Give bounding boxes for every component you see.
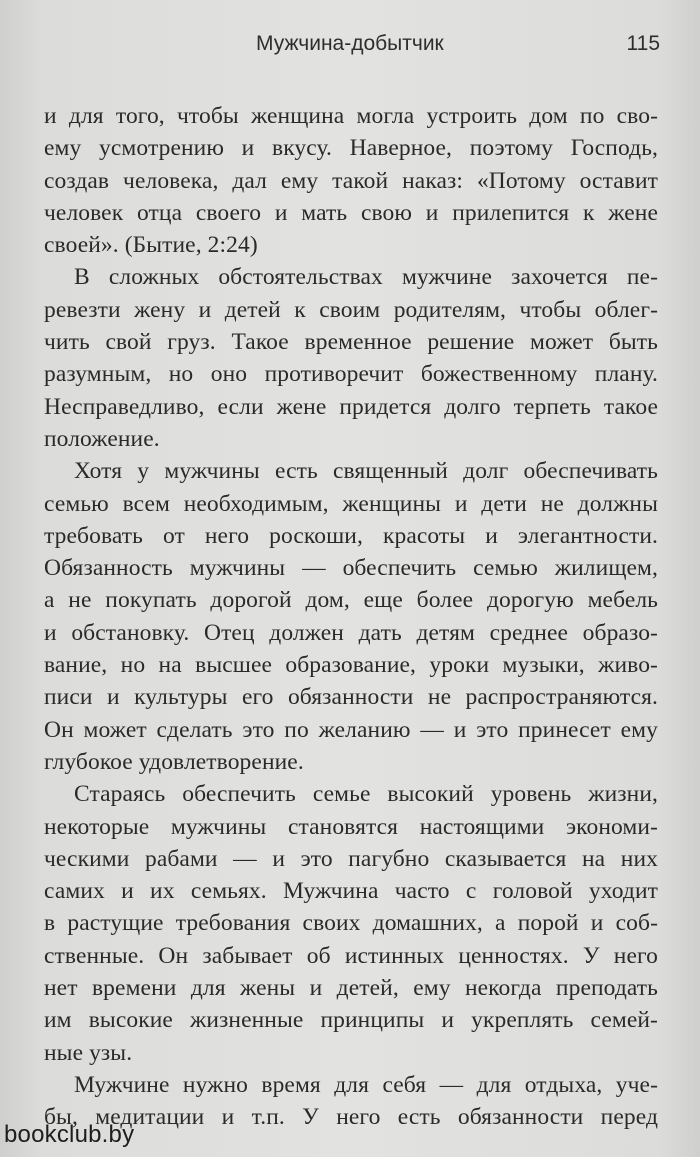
text-line: ственные. Он забывает об истинных ценностях. У него [44, 942, 658, 969]
watermark: bookclub.by [4, 1121, 135, 1148]
text-line: чить свой груз. Такое временное решение может быть [44, 329, 658, 356]
text-line: Обязанность мужчины — обеспечить семью жилищем, [44, 555, 658, 582]
text-line: ческими рабами — и это пагубно сказывается на них [44, 845, 658, 872]
page-number: 115 [626, 32, 660, 55]
text-line: самих и их семьях. Мужчина часто с головой уходит [44, 878, 658, 905]
text-line: Хотя у мужчины есть священный долг обеспечивать [74, 458, 658, 485]
text-line: ему усмотрению и вкусу. Наверное, поэтому Господь, [44, 135, 658, 162]
text-line: бы, медитации и т.п. У него есть обязанности перед [44, 1104, 658, 1131]
text-line: Несправедливо, если жене придется долго терпеть такое [44, 393, 658, 420]
text-line: и для того, чтобы женщина могла устроить дом по сво- [44, 103, 658, 129]
text-line: и обстановку. Отец должен дать детям среднее образо- [44, 619, 658, 646]
text-line: семью всем необходимым, женщины и дети не должны [44, 490, 658, 517]
text-line: положение. [44, 425, 160, 452]
text-line: им высокие жизненные принципы и укреплять семей- [44, 1007, 658, 1034]
text-line: разумным, но оно противоречит божественному плану. [44, 361, 658, 388]
text-line: нет времени для жены и детей, ему некогда преподать [44, 975, 658, 1002]
text-line: писи и культуры его обязанности не распространяются. [44, 684, 658, 711]
text-line: некоторые мужчины становятся настоящими экономи- [44, 813, 658, 840]
text-line: требовать от него роскоши, красоты и элегантности. [44, 522, 658, 549]
text-line: своей». (Бытие, 2:24) [44, 232, 258, 259]
text-line: создав человека, дал ему такой наказ: «Потому оставит [44, 167, 658, 194]
text-line: ные узы. [44, 1039, 133, 1066]
text-line: Стараясь обеспечить семье высокий уровень жизни, [74, 781, 658, 808]
text-line: Мужчине нужно время для себя — для отдыха, уче- [74, 1071, 658, 1098]
text-line: Он может сделать это по желанию — и это принесет ему [44, 716, 658, 743]
text-line: ревезти жену и детей к своим родителям, чтобы облег- [44, 296, 658, 323]
body-text [44, 100, 658, 1134]
page-header [0, 32, 700, 62]
text-line: глубокое удовлетворение. [44, 748, 304, 775]
text-line: в растущие требования своих домашних, а порой и соб- [44, 910, 658, 937]
running-title: Мужчина-добытчик [256, 32, 444, 55]
text-line: человек отца своего и мать свою и прилепится к жене [44, 199, 658, 226]
text-line: а не покупать дорогой дом, еще более дорогую мебель [44, 587, 658, 614]
text-line: вание, но на высшее образование, уроки музыки, живо- [44, 652, 658, 679]
text-line: В сложных обстоятельствах мужчине захочется пе- [74, 264, 658, 291]
